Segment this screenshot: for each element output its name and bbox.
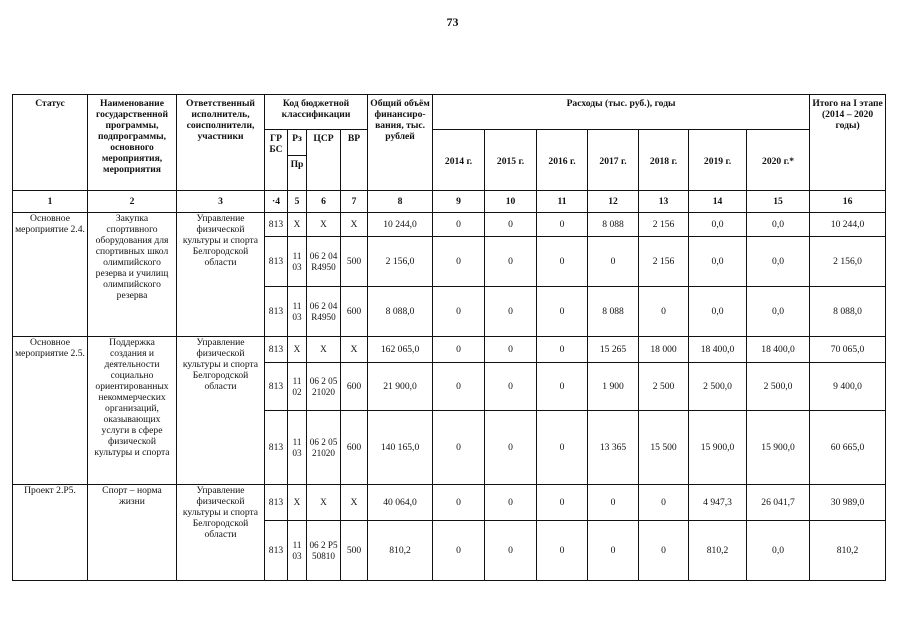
final-total-cell: 70 065,0	[810, 337, 886, 363]
header-year: 2016 г.	[537, 130, 588, 191]
year-value-cell: 0	[433, 411, 485, 485]
column-number: ·4	[265, 191, 288, 213]
header-year: 2015 г.	[485, 130, 537, 191]
year-value-cell: 1 900	[588, 363, 639, 411]
year-value-cell: 0	[433, 363, 485, 411]
grbs-cell: 813	[265, 485, 288, 521]
header-total-volume: Общий объём финансиро-вания, тыс. рублей	[368, 95, 433, 191]
rzpr-cell: Х	[288, 337, 307, 363]
year-value-cell: 0	[537, 287, 588, 337]
year-value-cell: 0	[433, 213, 485, 237]
total-cell: 2 156,0	[368, 237, 433, 287]
vr-cell: 500	[341, 237, 368, 287]
year-value-cell: 0,0	[689, 287, 747, 337]
final-total-cell: 60 665,0	[810, 411, 886, 485]
total-cell: 140 165,0	[368, 411, 433, 485]
header-year: 2017 г.	[588, 130, 639, 191]
column-number: 10	[485, 191, 537, 213]
rzpr-cell: 11 03	[288, 237, 307, 287]
row-name: Поддержка создания и деятельности социально ориентированных некоммерческих организаций, оказывающих услуги в сфере физической культуры и спорта	[88, 337, 177, 485]
total-cell: 810,2	[368, 521, 433, 581]
vr-cell: Х	[341, 337, 368, 363]
year-value-cell: 18 000	[639, 337, 689, 363]
table-row	[13, 213, 886, 237]
row-executor: Управление физической культуры и спорта Белгородской области	[177, 337, 265, 485]
year-value-cell: 0,0	[747, 521, 810, 581]
year-value-cell: 18 400,0	[689, 337, 747, 363]
vr-cell: 600	[341, 363, 368, 411]
year-value-cell: 0,0	[689, 213, 747, 237]
final-total-cell: 2 156,0	[810, 237, 886, 287]
year-value-cell: 0	[485, 213, 537, 237]
year-value-cell: 0,0	[747, 287, 810, 337]
header-year: 2019 г.	[689, 130, 747, 191]
column-number: 2	[88, 191, 177, 213]
budget-table	[12, 94, 886, 581]
page-number: 73	[446, 15, 459, 29]
year-value-cell: 0,0	[747, 213, 810, 237]
year-value-cell: 0	[588, 521, 639, 581]
year-value-cell: 0	[485, 287, 537, 337]
row-status: Основное мероприятие 2.4.	[13, 213, 88, 337]
total-cell: 162 065,0	[368, 337, 433, 363]
row-executor: Управление физической культуры и спорта Белгородской области	[177, 213, 265, 337]
grbs-cell: 813	[265, 287, 288, 337]
header-final-total: Итого на I этапе (2014 – 2020 годы)	[810, 95, 886, 191]
column-number: 16	[810, 191, 886, 213]
grbs-cell: 813	[265, 337, 288, 363]
year-value-cell: 0	[433, 337, 485, 363]
year-value-cell: 0	[537, 337, 588, 363]
year-value-cell: 2 500,0	[747, 363, 810, 411]
header-budget-code: Код бюджетной классификации	[265, 95, 368, 130]
year-value-cell: 0	[639, 287, 689, 337]
csr-cell: Х	[307, 213, 341, 237]
year-value-cell: 15 900,0	[689, 411, 747, 485]
table-row	[13, 485, 886, 521]
row-status: Проект 2.Р5.	[13, 485, 88, 581]
header-rz: Рз	[288, 130, 307, 156]
column-number: 13	[639, 191, 689, 213]
column-number: 3	[177, 191, 265, 213]
year-value-cell: 0	[485, 521, 537, 581]
year-value-cell: 0	[433, 237, 485, 287]
year-value-cell: 0	[537, 485, 588, 521]
column-number: 8	[368, 191, 433, 213]
rzpr-cell: Х	[288, 213, 307, 237]
grbs-cell: 813	[265, 237, 288, 287]
year-value-cell: 2 156	[639, 237, 689, 287]
year-value-cell: 0	[537, 237, 588, 287]
rzpr-cell: 11 03	[288, 287, 307, 337]
vr-cell: Х	[341, 485, 368, 521]
rzpr-cell: 11 02	[288, 363, 307, 411]
year-value-cell: 0	[433, 485, 485, 521]
csr-cell: 06 2 04 R4950	[307, 237, 341, 287]
year-value-cell: 810,2	[689, 521, 747, 581]
column-number: 6	[307, 191, 341, 213]
total-cell: 21 900,0	[368, 363, 433, 411]
column-number: 9	[433, 191, 485, 213]
year-value-cell: 4 947,3	[689, 485, 747, 521]
year-value-cell: 0	[537, 521, 588, 581]
year-value-cell: 0	[433, 521, 485, 581]
year-value-cell: 15 900,0	[747, 411, 810, 485]
grbs-cell: 813	[265, 411, 288, 485]
row-name: Закупка спортивного оборудования для спортивных школ олимпийского резерва и училищ олимпийского резерва	[88, 213, 177, 337]
grbs-cell: 813	[265, 213, 288, 237]
csr-cell: 06 2 05 21020	[307, 411, 341, 485]
year-value-cell: 15 265	[588, 337, 639, 363]
grbs-cell: 813	[265, 363, 288, 411]
header-name: Наименование государственной программы, подпрограммы, основного мероприятия, мероприятия	[88, 95, 177, 191]
column-number: 12	[588, 191, 639, 213]
header-status: Статус	[13, 95, 88, 191]
table-row	[13, 337, 886, 363]
year-value-cell: 0	[537, 213, 588, 237]
header-year: 2018 г.	[639, 130, 689, 191]
final-total-cell: 9 400,0	[810, 363, 886, 411]
total-cell: 10 244,0	[368, 213, 433, 237]
header-vr: ВР	[341, 130, 368, 191]
year-value-cell: 0	[639, 485, 689, 521]
header-pr: Пр	[288, 156, 307, 191]
year-value-cell: 0	[485, 411, 537, 485]
csr-cell: 06 2 04 R4950	[307, 287, 341, 337]
year-value-cell: 0	[588, 237, 639, 287]
year-value-cell: 0	[485, 237, 537, 287]
header-grbs: ГР БС	[265, 130, 288, 191]
final-total-cell: 30 989,0	[810, 485, 886, 521]
year-value-cell: 0	[639, 521, 689, 581]
csr-cell: Х	[307, 485, 341, 521]
year-value-cell: 18 400,0	[747, 337, 810, 363]
row-name: Спорт – норма жизни	[88, 485, 177, 581]
vr-cell: 600	[341, 411, 368, 485]
year-value-cell: 0	[537, 411, 588, 485]
csr-cell: 06 2 Р5 50810	[307, 521, 341, 581]
column-number: 14	[689, 191, 747, 213]
csr-cell: Х	[307, 337, 341, 363]
year-value-cell: 0	[537, 363, 588, 411]
year-value-cell: 0,0	[747, 237, 810, 287]
header-expenses: Расходы (тыс. руб.), годы	[433, 95, 810, 130]
year-value-cell: 26 041,7	[747, 485, 810, 521]
rzpr-cell: 11 03	[288, 411, 307, 485]
year-value-cell: 0,0	[689, 237, 747, 287]
year-value-cell: 8 088	[588, 213, 639, 237]
year-value-cell: 2 156	[639, 213, 689, 237]
column-number: 5	[288, 191, 307, 213]
year-value-cell: 15 500	[639, 411, 689, 485]
final-total-cell: 810,2	[810, 521, 886, 581]
year-value-cell: 2 500,0	[689, 363, 747, 411]
year-value-cell: 0	[485, 337, 537, 363]
vr-cell: Х	[341, 213, 368, 237]
header-csr: ЦСР	[307, 130, 341, 191]
total-cell: 8 088,0	[368, 287, 433, 337]
row-executor: Управление физической культуры и спорта Белгородской области	[177, 485, 265, 581]
grbs-cell: 813	[265, 521, 288, 581]
rzpr-cell: 11 03	[288, 521, 307, 581]
column-number: 11	[537, 191, 588, 213]
header-year: 2020 г.*	[747, 130, 810, 191]
column-number: 15	[747, 191, 810, 213]
final-total-cell: 10 244,0	[810, 213, 886, 237]
year-value-cell: 0	[588, 485, 639, 521]
final-total-cell: 8 088,0	[810, 287, 886, 337]
year-value-cell: 0	[485, 363, 537, 411]
year-value-cell: 8 088	[588, 287, 639, 337]
rzpr-cell: Х	[288, 485, 307, 521]
column-number: 7	[341, 191, 368, 213]
row-status: Основное мероприятие 2.5.	[13, 337, 88, 485]
column-number: 1	[13, 191, 88, 213]
header-year: 2014 г.	[433, 130, 485, 191]
year-value-cell: 13 365	[588, 411, 639, 485]
year-value-cell: 2 500	[639, 363, 689, 411]
csr-cell: 06 2 05 21020	[307, 363, 341, 411]
year-value-cell: 0	[433, 287, 485, 337]
header-executor: Ответственный исполнитель, соисполнители, участники	[177, 95, 265, 191]
year-value-cell: 0	[485, 485, 537, 521]
vr-cell: 500	[341, 521, 368, 581]
total-cell: 40 064,0	[368, 485, 433, 521]
vr-cell: 600	[341, 287, 368, 337]
